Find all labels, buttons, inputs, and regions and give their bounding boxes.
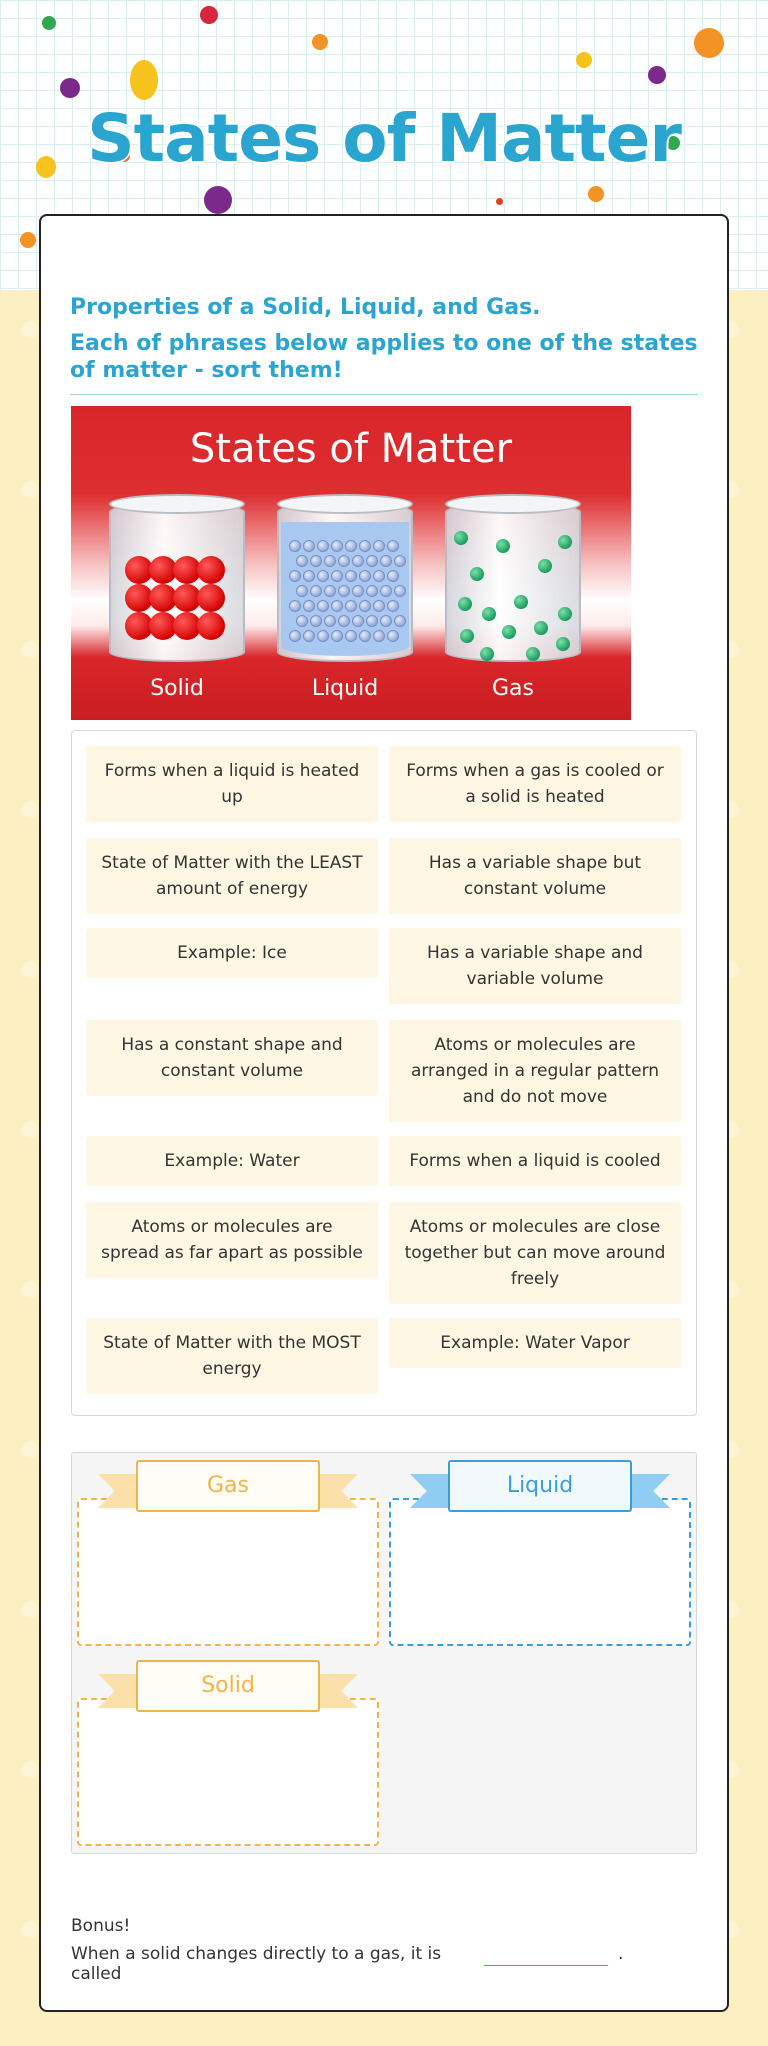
particle-dot xyxy=(310,555,322,567)
particle-dot xyxy=(359,540,371,552)
particle-dot xyxy=(296,615,308,627)
particle-dot xyxy=(359,600,371,612)
particle-dot xyxy=(324,615,336,627)
particle-dot xyxy=(345,570,357,582)
particle-dot xyxy=(296,555,308,567)
phrase-card[interactable]: State of Matter with the LEAST amount of energy xyxy=(86,838,378,914)
liquid-banner xyxy=(410,1460,670,1516)
solid-category-label: Solid xyxy=(136,1660,320,1712)
particle-dot xyxy=(454,531,468,545)
particle-dot xyxy=(526,647,540,661)
particle-dot xyxy=(380,555,392,567)
particle-dot xyxy=(366,555,378,567)
particle-dot xyxy=(502,625,516,639)
bonus-period: . xyxy=(618,1944,624,1964)
particle-dot xyxy=(359,630,371,642)
phrase-card[interactable]: Forms when a liquid is heated up xyxy=(86,746,378,822)
liquid-category-label: Liquid xyxy=(448,1460,632,1512)
particle-dot xyxy=(303,540,315,552)
particle-dot xyxy=(496,539,510,553)
particle-dot xyxy=(373,540,385,552)
particle-dot xyxy=(482,607,496,621)
instructions-line-2: Each of phrases below applies to one of the states of matter - sort them! xyxy=(70,331,698,383)
particle-dot xyxy=(303,570,315,582)
bonus-label: Bonus! xyxy=(71,1916,131,1936)
particle-dot xyxy=(197,612,225,640)
particle-dot xyxy=(352,555,364,567)
particle-dot xyxy=(394,555,406,567)
phrase-card[interactable]: State of Matter with the MOST energy xyxy=(86,1318,378,1394)
particle-dot xyxy=(352,615,364,627)
particle-dot xyxy=(558,535,572,549)
particle-dot xyxy=(480,647,494,661)
particle-dot xyxy=(470,567,484,581)
phrase-card[interactable]: Atoms or molecules are spread as far apart as possible xyxy=(86,1202,378,1278)
liquid-label: Liquid xyxy=(311,676,379,701)
particle-dot xyxy=(373,600,385,612)
particle-dot xyxy=(338,585,350,597)
particle-dot xyxy=(331,570,343,582)
particle-dot xyxy=(387,630,399,642)
solid-banner xyxy=(98,1660,358,1716)
particle-dot xyxy=(387,570,399,582)
phrase-card[interactable]: Forms when a liquid is cooled xyxy=(389,1136,681,1186)
phrase-card[interactable]: Has a variable shape but constant volume xyxy=(389,838,681,914)
particle-dot xyxy=(460,629,474,643)
particle-dot xyxy=(324,585,336,597)
particle-dot xyxy=(345,540,357,552)
particle-dot xyxy=(317,540,329,552)
phrase-card[interactable]: Atoms or molecules are close together but can move around freely xyxy=(389,1202,681,1304)
particle-dot xyxy=(197,556,225,584)
particle-dot xyxy=(380,615,392,627)
particle-dot xyxy=(394,615,406,627)
particle-dot xyxy=(197,584,225,612)
solid-label: Solid xyxy=(150,676,204,701)
particle-dot xyxy=(296,585,308,597)
bonus-question: When a solid changes directly to a gas, it is called xyxy=(71,1944,442,1984)
particle-dot xyxy=(289,600,301,612)
gas-category-label: Gas xyxy=(136,1460,320,1512)
particle-dot xyxy=(289,630,301,642)
particle-dot xyxy=(556,637,570,651)
particle-dot xyxy=(394,585,406,597)
particle-dot xyxy=(352,585,364,597)
particle-dot xyxy=(317,630,329,642)
page-title: States of Matter xyxy=(87,100,681,177)
particle-dot xyxy=(338,555,350,567)
particle-dot xyxy=(317,570,329,582)
particle-dot xyxy=(324,555,336,567)
phrase-card[interactable]: Has a constant shape and constant volume xyxy=(86,1020,378,1096)
particle-dot xyxy=(310,585,322,597)
particle-dot xyxy=(366,585,378,597)
illustration-title: States of Matter xyxy=(189,426,513,472)
gas-beaker xyxy=(445,502,581,662)
particle-dot xyxy=(387,540,399,552)
particle-dot xyxy=(310,615,322,627)
particle-dot xyxy=(345,600,357,612)
particle-dot xyxy=(558,607,572,621)
phrase-card[interactable]: Forms when a gas is cooled or a solid is heated xyxy=(389,746,681,822)
liquid-beaker xyxy=(277,502,413,662)
particle-dot xyxy=(373,570,385,582)
particle-dot xyxy=(331,600,343,612)
particle-dot xyxy=(387,600,399,612)
particle-dot xyxy=(345,630,357,642)
phrase-card[interactable]: Has a variable shape and variable volume xyxy=(389,928,681,1004)
particle-dot xyxy=(289,570,301,582)
gas-drop-zone[interactable] xyxy=(77,1498,379,1646)
divider xyxy=(70,394,698,395)
instructions-line-1: Properties of a Solid, Liquid, and Gas. xyxy=(70,295,541,320)
phrase-card[interactable]: Example: Water xyxy=(86,1136,378,1186)
particle-dot xyxy=(514,595,528,609)
particle-dot xyxy=(373,630,385,642)
solid-drop-zone[interactable] xyxy=(77,1698,379,1846)
particle-dot xyxy=(303,600,315,612)
bonus-answer-input[interactable] xyxy=(484,1942,608,1966)
particle-dot xyxy=(534,621,548,635)
particle-dot xyxy=(317,600,329,612)
particle-dot xyxy=(380,585,392,597)
particle-dot xyxy=(289,540,301,552)
particle-dot xyxy=(331,540,343,552)
particle-dot xyxy=(538,559,552,573)
particle-dot xyxy=(331,630,343,642)
gas-label: Gas xyxy=(492,676,534,701)
liquid-drop-zone[interactable] xyxy=(389,1498,691,1646)
phrase-card[interactable]: Atoms or molecules are arranged in a regular pattern and do not move xyxy=(389,1020,681,1122)
states-of-matter-illustration xyxy=(71,406,631,720)
particle-dot xyxy=(338,615,350,627)
particle-dot xyxy=(303,630,315,642)
phrase-card[interactable]: Example: Ice xyxy=(86,928,378,978)
solid-beaker xyxy=(109,502,245,662)
particle-dot xyxy=(366,615,378,627)
gas-banner xyxy=(98,1460,358,1516)
phrase-card[interactable]: Example: Water Vapor xyxy=(389,1318,681,1368)
particle-dot xyxy=(458,597,472,611)
particle-dot xyxy=(359,570,371,582)
